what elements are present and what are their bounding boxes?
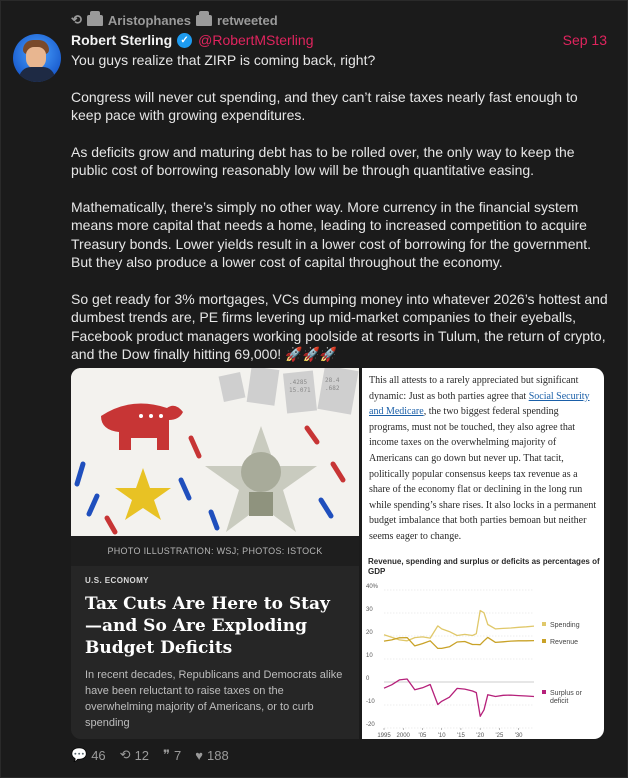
series-line: [384, 679, 534, 716]
retweeter-name[interactable]: Aristophanes: [107, 12, 191, 28]
legend-label: deficit: [550, 698, 569, 705]
retweet-count-value: 12: [134, 747, 150, 763]
svg-text:.4285: .4285: [289, 379, 308, 386]
reply-icon: 💬: [71, 747, 88, 762]
author-handle[interactable]: @RobertMSterling: [198, 32, 314, 48]
article-excerpt: [369, 373, 599, 545]
reply-count[interactable]: [71, 747, 106, 763]
article-photo-illustration: [71, 368, 359, 536]
svg-text:.682: .682: [325, 385, 340, 392]
article-card: [71, 566, 359, 739]
photo-illustration: [71, 368, 359, 536]
y-tick-label: 10: [366, 653, 373, 659]
like-count-value: 188: [206, 747, 229, 763]
heart-icon: ♥: [195, 747, 203, 763]
legend-label: Surplus or: [550, 690, 582, 697]
y-tick-label: 30: [366, 607, 373, 613]
x-tick-label: 2000: [396, 733, 410, 739]
bot-icon: [196, 15, 212, 26]
series-line: [384, 637, 534, 648]
article-headline: Tax Cuts Are Here to Stay—and So Are Exploding Budget Deficits: [85, 594, 330, 658]
legend-label: Revenue: [550, 639, 579, 646]
legend-swatch: [542, 690, 546, 694]
bot-icon: [87, 15, 103, 26]
x-tick-label: '20: [476, 733, 485, 739]
retweet-action: retweeted: [216, 12, 278, 28]
y-tick-label: -20: [366, 722, 375, 728]
tweet-paragraph: You guys realize that ZIRP is coming back, right?: [71, 52, 376, 68]
retweet-icon: ⟲: [119, 747, 131, 762]
quote-count[interactable]: [163, 747, 181, 763]
author-name[interactable]: Robert Sterling: [71, 32, 173, 48]
x-tick-label: '05: [418, 733, 427, 739]
article-kicker: U.S. ECONOMY: [85, 576, 149, 585]
social-security-link[interactable]: Social Security and Medicare: [369, 390, 590, 418]
x-tick-label: '10: [437, 733, 446, 739]
like-count[interactable]: [195, 748, 228, 763]
x-tick-label: 1995: [377, 733, 391, 739]
x-tick-label: '15: [457, 733, 465, 739]
article-screenshot[interactable]: [71, 368, 359, 739]
legend-swatch: [542, 639, 546, 643]
excerpt-text: , the two biggest federal spending programs, must not be touched, they also agree that income taxes on the overwhelming majority of Americans can go down but never up. That tacit, politically popular consensus keeps tax revenue as a share of the economy flat or declining in the long run while spending’s share rises. It also locks in a permanent budget imbalance that both parties bemoan but neither seems eager to change.: [369, 406, 597, 542]
y-tick-label: 0: [366, 676, 370, 682]
chart-title: Revenue, spending and surplus or deficits as percentages of GDP: [368, 557, 600, 576]
retweet-count[interactable]: [120, 747, 149, 763]
avatar[interactable]: [13, 34, 61, 82]
svg-text:15.071: 15.071: [289, 387, 311, 394]
verified-badge-icon: ✓: [177, 33, 192, 48]
media-attachments: [71, 368, 604, 739]
retweet-context: [71, 11, 278, 29]
tweet-header: [71, 31, 607, 49]
reply-count-value: 46: [91, 747, 106, 763]
y-tick-label: 20: [366, 630, 373, 636]
tweet-text: [71, 51, 611, 364]
tweet-paragraph: As deficits grow and maturing debt has to be rolled over, the only way to keep the public cost of borrowing reasonably low will be through quantitative easing.: [71, 143, 575, 178]
x-tick-label: '30: [514, 733, 523, 739]
tweet-paragraph: Mathematically, there’s simply no other way. More currency in the financial system means more capital that needs a home, leading to increased competition to acquire Treasury bonds. Lower yields result in a lower cost of borrowing for the government. But they also produce a lower cost of capital throughout the economy.: [71, 198, 592, 270]
excerpt-text: This all attests to a rarely appreciated but significant dynamic: Just as both parties agree that: [369, 375, 579, 402]
tweet-date[interactable]: Sep 13: [562, 32, 607, 48]
chart-screenshot[interactable]: [362, 368, 604, 739]
tweet-paragraph: Congress will never cut spending, and they can’t raise taxes nearly fast enough to keep pace with growing expenditures.: [71, 88, 578, 123]
legend-swatch: [542, 622, 546, 626]
y-tick-label: 40%: [366, 584, 379, 590]
article-dek: In recent decades, Republicans and Democrats alike have been reluctant to raise taxes on the overwhelming majority of Americans, or to curb spending: [85, 669, 343, 729]
quote-count-value: 7: [174, 747, 182, 763]
x-tick-label: '25: [495, 733, 504, 739]
quote-icon: ❞: [163, 747, 171, 762]
svg-text:28.4: 28.4: [325, 377, 340, 384]
retweet-icon: ⟲: [71, 12, 82, 27]
tweet-stats: [71, 746, 229, 764]
budget-chart: [362, 578, 604, 739]
photo-credit: PHOTO ILLUSTRATION: WSJ; PHOTOS: ISTOCK: [71, 536, 359, 566]
y-tick-label: -10: [366, 699, 375, 705]
legend-label: Spending: [550, 622, 580, 629]
tweet-paragraph: So get ready for 3% mortgages, VCs dumping money into whatever 2026’s hottest and dumbest trends are, PE firms levering up mid-market companies to their eyeballs, Facebook product managers working poolside at resorts in Tulum, the return of crypto, and the Dow finally hitting 69,000! 🚀🚀🚀: [71, 290, 608, 362]
